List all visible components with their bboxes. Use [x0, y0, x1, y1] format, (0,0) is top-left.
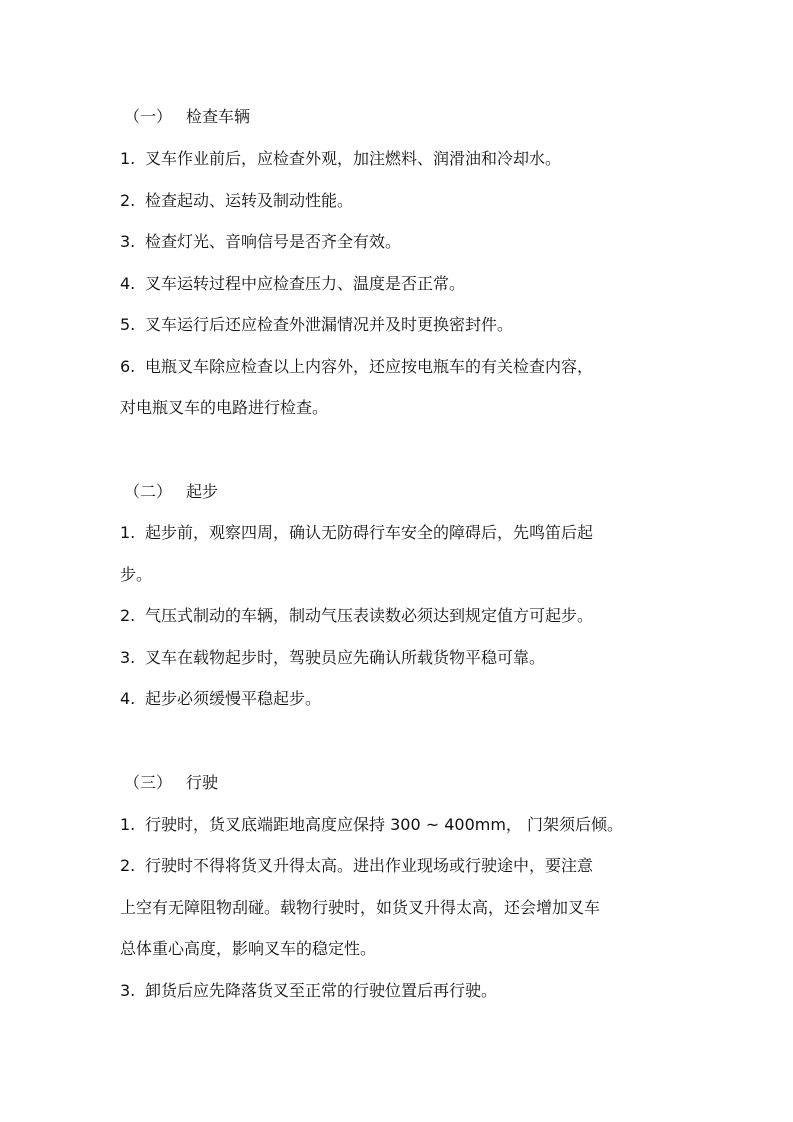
item-text: 行驶时，货叉底端距地高度应保持 300 ~ 400mm， 门架须后倾。 [145, 815, 624, 834]
list-item [120, 274, 680, 294]
section-heading [124, 482, 218, 502]
list-item [120, 315, 680, 335]
item-text: 叉车运行后还应检查外泄漏情况并及时更换密封件。 [145, 315, 514, 334]
item-number: 1. [120, 523, 136, 542]
section-heading [124, 773, 218, 793]
section-title: 起步 [186, 482, 219, 501]
item-text: 气压式制动的车辆，制动气压表读数必须达到规定值方可起步。 [145, 606, 594, 625]
item-text: 电瓶叉车除应检查以上内容外，还应按电瓶车的有关检查内容， [145, 357, 594, 376]
item-continuation: 步。 [120, 565, 153, 584]
item-text: 行驶时不得将货叉升得太高。进出作业现场或行驶途中，要注意 [145, 856, 594, 875]
item-number: 3. [120, 648, 136, 667]
list-item [120, 981, 680, 1001]
item-number: 1. [120, 815, 136, 834]
section-marker: （二） [124, 482, 173, 501]
item-text: 检查起动、运转及制动性能。 [145, 191, 354, 210]
item-text: 卸货后应先降落货叉至正常的行驶位置后再行驶。 [145, 981, 498, 1000]
item-text: 起步必须缓慢平稳起步。 [145, 689, 322, 708]
list-item [120, 815, 680, 835]
section-heading [124, 107, 250, 127]
item-text: 叉车作业前后，应检查外观，加注燃料、润滑油和冷却水。 [145, 149, 562, 168]
list-item [120, 648, 680, 668]
section-marker: （一） [124, 107, 173, 126]
item-text: 检查灯光、音响信号是否齐全有效。 [145, 232, 402, 251]
item-number: 4. [120, 274, 136, 293]
item-continuation: 总体重心高度，影响叉车的稳定性。 [120, 939, 377, 958]
item-continuation: 上空有无障阻物刮碰。载物行驶时，如货叉升得太高，还会增加叉车 [120, 898, 601, 917]
item-number: 5. [120, 315, 136, 334]
list-item [120, 357, 680, 377]
list-item [120, 856, 680, 876]
item-number: 4. [120, 689, 136, 708]
item-text: 起步前，观察四周，确认无防碍行车安全的障碍后，先鸣笛后起 [145, 523, 594, 542]
item-text: 叉车在载物起步时，驾驶员应先确认所载货物平稳可靠。 [145, 648, 546, 667]
section-title: 行驶 [186, 773, 219, 792]
list-item [120, 689, 680, 709]
item-number: 2. [120, 191, 136, 210]
list-item [120, 232, 680, 252]
section-title: 检查车辆 [186, 107, 251, 126]
item-number: 3. [120, 981, 136, 1000]
item-number: 2. [120, 856, 136, 875]
item-text: 叉车运转过程中应检查压力、温度是否正常。 [145, 274, 466, 293]
list-item [120, 149, 680, 169]
item-number: 3. [120, 232, 136, 251]
item-number: 2. [120, 606, 136, 625]
item-number: 6. [120, 357, 136, 376]
list-item [120, 606, 680, 626]
list-item [120, 523, 680, 543]
section-marker: （三） [124, 773, 173, 792]
item-continuation: 对电瓶叉车的电路进行检查。 [120, 398, 329, 417]
list-item [120, 191, 680, 211]
item-number: 1. [120, 149, 136, 168]
